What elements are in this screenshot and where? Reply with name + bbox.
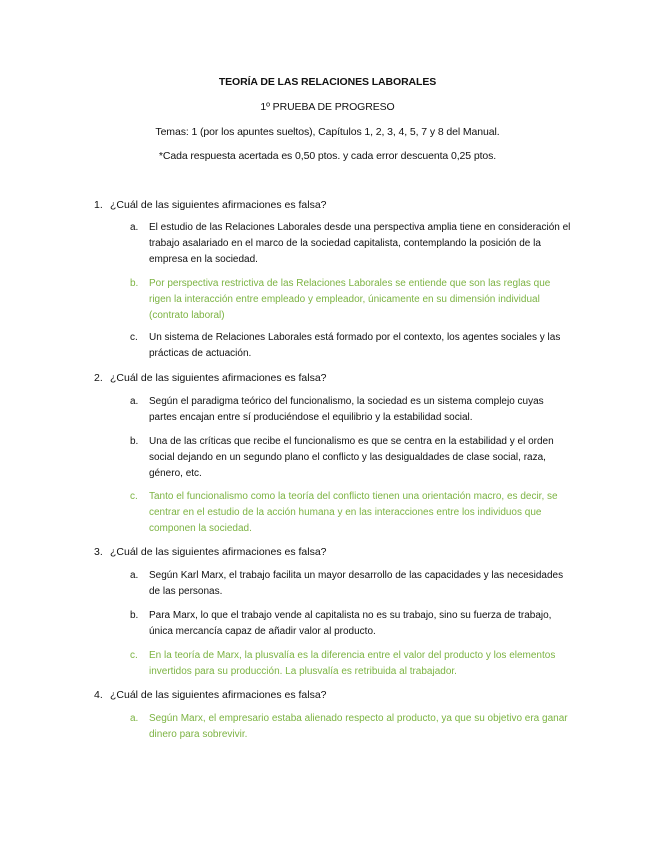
option-text: Según Karl Marx, el trabajo facilita un mayor desarrollo de las capacidades y las necesidades de las personas. xyxy=(149,570,564,597)
option-letter: b. xyxy=(130,278,139,289)
question-text: ¿Cuál de las siguientes afirmaciones es falsa? xyxy=(110,199,327,211)
option-text: Un sistema de Relaciones Laborales está formado por el contexto, los agentes sociales y las prácticas de actuación. xyxy=(149,332,561,359)
option-letter: a. xyxy=(130,396,139,407)
option-text: En la teoría de Marx, la plusvalía es la diferencia entre el valor del producto y los elementos invertidos para su producción. La plusvalía es retribuida al trabajador. xyxy=(149,650,556,677)
document-subtitle: 1º PRUEBA DE PROGRESO xyxy=(260,101,395,113)
option-letter: c. xyxy=(130,650,138,661)
option-text: Según el paradigma teórico del funcionalismo, la sociedad es un sistema complejo cuyas partes encajan entre sí produciéndose el equilibrio y la estabilidad social. xyxy=(149,396,544,423)
question-text: ¿Cuál de las siguientes afirmaciones es falsa? xyxy=(110,689,327,701)
option-text: El estudio de las Relaciones Laborales desde una perspectiva amplia tiene en consideración el trabajo asalariado en el marco de la sociedad capitalista, contemplando la posición de la empresa en la sociedad. xyxy=(149,222,571,265)
option-letter: c. xyxy=(130,491,138,502)
option-letter: b. xyxy=(130,610,139,621)
option-text: Por perspectiva restrictiva de las Relaciones Laborales se entiende que son las reglas que rigen la interacción entre empleado y empleador, únicamente en su dimensión individual (contrato laboral) xyxy=(149,278,551,321)
option-text: Según Marx, el empresario estaba alienado respecto al producto, ya que su objetivo era ganar dinero para sobrevivir. xyxy=(149,713,568,740)
question-4 xyxy=(94,689,327,701)
option-letter: c. xyxy=(130,332,138,343)
option-letter: a. xyxy=(130,222,139,233)
option-text: Una de las críticas que recibe el funcionalismo es que se centra en la estabilidad y el orden social dejando en un segundo plano el conflicto y las desigualdades de clase social, raza, género, etc. xyxy=(149,436,554,479)
question-text: ¿Cuál de las siguientes afirmaciones es falsa? xyxy=(110,546,327,558)
option-letter: a. xyxy=(130,570,139,581)
topics-line: Temas: 1 (por los apuntes sueltos), Capítulos 1, 2, 3, 4, 5, 7 y 8 del Manual. xyxy=(155,126,500,138)
option-letter: b. xyxy=(130,436,139,447)
question-number: 1. xyxy=(94,199,103,211)
question-2 xyxy=(94,372,327,384)
scoring-note: *Cada respuesta acertada es 0,50 ptos. y cada error descuenta 0,25 ptos. xyxy=(158,150,497,162)
question-number: 3. xyxy=(94,546,103,558)
question-number: 4. xyxy=(94,689,103,701)
question-number: 2. xyxy=(94,372,103,384)
question-text: ¿Cuál de las siguientes afirmaciones es falsa? xyxy=(110,372,327,384)
document-title: TEORÍA DE LAS RELACIONES LABORALES xyxy=(218,76,437,88)
question-3 xyxy=(94,546,327,558)
option-text: Para Marx, lo que el trabajo vende al capitalista no es su trabajo, sino su fuerza de trabajo, única mercancía capaz de añadir valor al producto. xyxy=(149,610,552,637)
question-1 xyxy=(94,199,327,211)
option-text: Tanto el funcionalismo como la teoría del conflicto tienen una orientación macro, es decir, se centrar en el estudio de la acción humana y en las interacciones entre los individuos que componen la sociedad. xyxy=(149,491,558,534)
option-letter: a. xyxy=(130,713,139,724)
